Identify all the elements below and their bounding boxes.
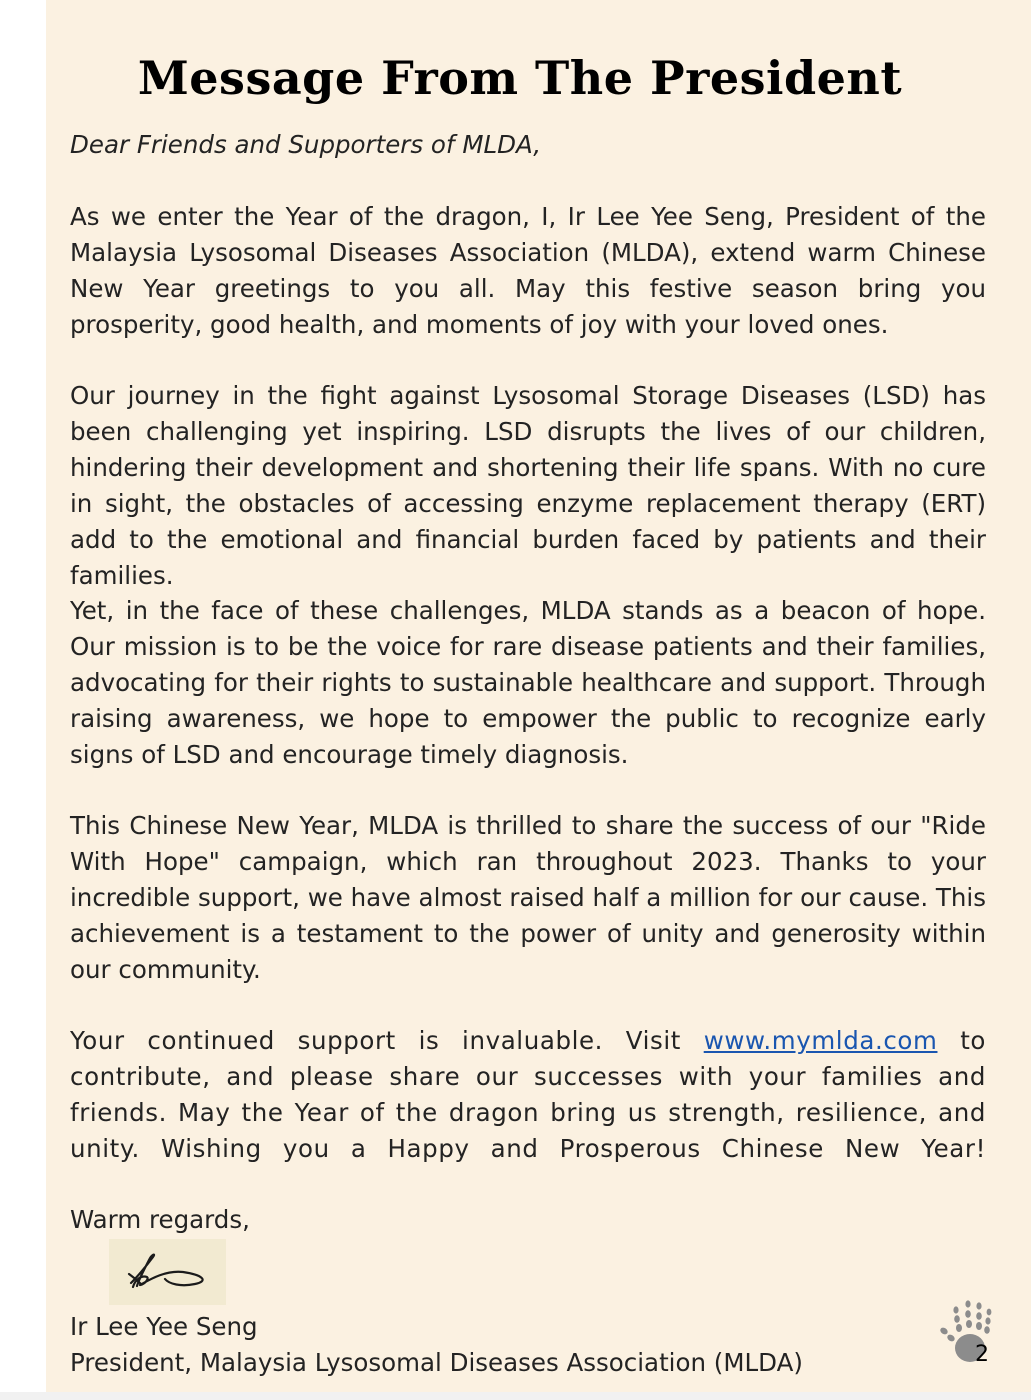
closing-text-start: Your continued support is invaluable. Visit <box>70 1026 704 1055</box>
website-link[interactable]: www.mymlda.com <box>703 1026 938 1055</box>
closing-text-end: to contribute, and please share our successes with your families and friends. May the Year of the dragon bring us strength, resilience, and unity. Wishing you a Happy and Prosperous Chinese New Year! <box>70 1026 986 1163</box>
page-title: Message From The President <box>137 51 903 105</box>
paragraph-greeting: As we enter the Year of the dragon, I, Ir Lee Yee Seng, President of the Malaysia Lysosomal Diseases Association (MLDA), extend warm Chinese New Year greetings to you all. May this festive season bring you prosperity, good health, and moments of joy with your loved ones. <box>70 202 986 339</box>
signatory-name: Ir Lee Yee Seng <box>70 1312 258 1341</box>
signature-image <box>109 1239 226 1305</box>
paragraph-closing <box>70 1023 986 1167</box>
paragraph-campaign: This Chinese New Year, MLDA is thrilled to share the success of our "Ride With Hope" campaign, which ran throughout 2023. Thanks to your incredible support, we have almost raised half a million for our cause. This achievement is a testament to the power of unity and generosity within our community. <box>70 811 986 984</box>
closing-regards: Warm regards, <box>70 1205 250 1234</box>
signature-icon <box>109 1239 226 1305</box>
signatory-title: President, Malaysia Lysosomal Diseases Association (MLDA) <box>70 1348 803 1377</box>
page-bottom-edge <box>0 1392 1031 1400</box>
page-number: 2 <box>975 1342 989 1367</box>
salutation: Dear Friends and Supporters of MLDA, <box>70 130 541 159</box>
paragraph-journey: Our journey in the fight against Lysosomal Storage Diseases (LSD) has been challenging yet inspiring. LSD disrupts the lives of our children, hindering their development and shortening their life spans. With no cure in sight, the obstacles of accessing enzyme replacement therapy (ERT) add to the emotional and financial burden faced by patients and their families. <box>70 381 986 590</box>
paragraph-mission: Yet, in the face of these challenges, MLDA stands as a beacon of hope. Our mission is to be the voice for rare disease patients and their families, advocating for their rights to sustainable healthcare and support. Through raising awareness, we hope to empower the public to recognize early signs of LSD and encourage timely diagnosis. <box>70 596 986 769</box>
